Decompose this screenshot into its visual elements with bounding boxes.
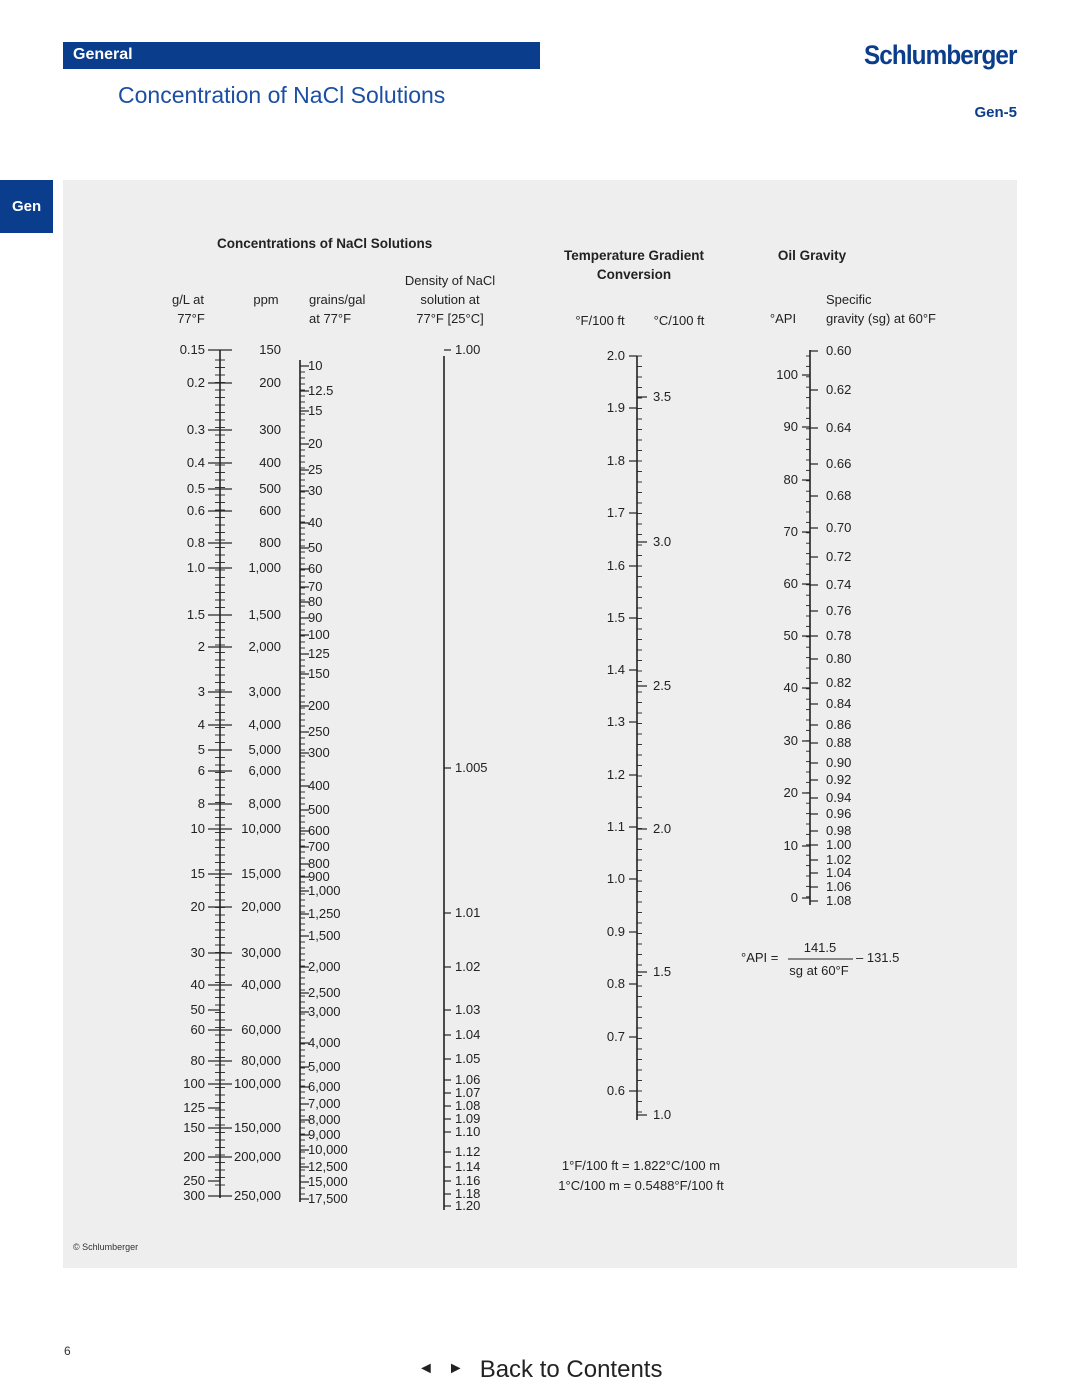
sg-label: 0.70 [826,520,852,535]
oil-chart-title: Oil Gravity [777,248,847,263]
api-label: 20 [783,785,798,800]
ppm-label: 150 [259,342,281,357]
sg-label: 0.64 [826,420,852,435]
gpg-label: 4,000 [308,1035,341,1050]
temp-conversion-note: 1°F/100 ft = 1.822°C/100 m [561,1158,721,1173]
gpg-label: 80 [308,594,323,609]
copyright: © Schlumberger [73,1242,139,1252]
sg-label: 0.88 [826,735,852,750]
density-column-header: 77°F [25°C] [416,311,484,326]
tempf-label: 1.8 [606,453,625,468]
gpg-label: 600 [308,823,330,838]
tempf-label: 1.3 [606,714,625,729]
gl-label: 40 [190,977,205,992]
tempc-label: 3.5 [653,389,672,404]
sg-label: 0.72 [826,549,852,564]
tempf-label: 1.6 [606,558,625,573]
section-header-bar [63,42,540,69]
ppm-label: 6,000 [248,763,281,778]
ppm-label: 5,000 [248,742,281,757]
api-label: 100 [776,367,798,382]
density-label: 1.16 [455,1173,481,1188]
ppm-label: 3,000 [248,684,281,699]
gl-label: 20 [190,899,205,914]
temp-chart-title: Temperature Gradient [563,248,705,263]
gl-label: 30 [190,945,205,960]
sg-label: 0.90 [826,755,852,770]
density-label: 1.06 [455,1072,481,1087]
density-column-header: Density of NaCl [404,273,496,288]
density-label: 1.02 [455,959,481,974]
gl-label: 60 [190,1022,205,1037]
sg-label: 0.86 [826,717,852,732]
density-column-header: solution at [420,292,480,307]
sg-column-header: gravity (sg) at 60°F [826,311,936,326]
sg-label: 1.02 [826,852,852,867]
gl-label: 1.0 [186,560,205,575]
api-label: 50 [783,628,798,643]
tempf-label: 0.7 [606,1029,625,1044]
tempf-label: 1.7 [606,505,625,520]
tempc-label: 2.5 [653,678,672,693]
gl-label: 125 [183,1100,205,1115]
density-label: 1.07 [455,1085,481,1100]
gpg-label: 8,000 [308,1112,341,1127]
gpg-label: 100 [308,627,330,642]
density-label: 1.05 [455,1051,481,1066]
gpg-label: 2,500 [308,985,341,1000]
tempf-label: 1.9 [606,400,625,415]
temp-chart-title: Conversion [596,267,672,282]
api-label: 0 [790,890,798,905]
gpg-label: 2,000 [308,959,341,974]
ppm-label: 100,000 [234,1076,281,1091]
gl-label: 250 [183,1173,205,1188]
gl-label: 10 [190,821,205,836]
gpg-label: 10,000 [308,1142,348,1157]
side-tab-gen[interactable] [0,180,53,233]
gpg-label: 40 [308,515,323,530]
sg-label: 0.84 [826,696,852,711]
density-label: 1.03 [455,1002,481,1017]
gpg-label: 25 [308,462,323,477]
ppm-label: 1,500 [248,607,281,622]
ppm-label: 2,000 [248,639,281,654]
gl-column-header: g/L at [171,292,205,307]
sg-label: 0.96 [826,806,852,821]
ppm-label: 4,000 [248,717,281,732]
gpg-column-header: grains/gal [309,292,366,307]
side-tab-label: Gen [12,198,42,215]
ppm-label: 8,000 [248,796,281,811]
sg-label: 0.98 [826,823,852,838]
gpg-label: 3,000 [308,1004,341,1019]
tempf-label: 0.8 [606,976,625,991]
sg-label: 0.66 [826,456,852,471]
gl-label: 0.6 [186,503,205,518]
gpg-label: 500 [308,802,330,817]
gl-label: 300 [183,1188,205,1203]
api-formula-numerator: 141.5 [803,940,837,955]
ppm-label: 20,000 [241,899,281,914]
gpg-label: 30 [308,483,323,498]
gpg-label: 800 [308,856,330,871]
gl-label: 0.5 [186,481,205,496]
gpg-label: 12.5 [308,383,334,398]
api-label: 60 [783,576,798,591]
sg-label: 0.78 [826,628,852,643]
back-to-contents-link[interactable]: Back to Contents [479,1356,663,1383]
sg-label: 0.76 [826,603,852,618]
nomogram-panel [63,180,1017,1268]
sg-label: 1.08 [826,893,852,908]
gpg-label: 12,500 [308,1159,348,1174]
tempc-label: 1.5 [653,964,672,979]
gpg-label: 700 [308,839,330,854]
density-label: 1.005 [455,760,488,775]
gpg-label: 1,000 [308,883,341,898]
gl-label: 200 [183,1149,205,1164]
sg-label: 0.80 [826,651,852,666]
density-label: 1.00 [455,342,481,357]
section-label: General [73,46,133,63]
gl-label: 2 [197,639,205,654]
ppm-label: 150,000 [234,1120,281,1135]
gpg-label: 7,000 [308,1096,341,1111]
gpg-label: 20 [308,436,323,451]
tempf-label: 1.4 [606,662,625,677]
gpg-label: 15 [308,403,323,418]
gpg-column-header: at 77°F [309,311,352,326]
density-label: 1.10 [455,1124,481,1139]
gpg-label: 60 [308,561,323,576]
density-label: 1.18 [455,1186,481,1201]
gl-label: 100 [183,1076,205,1091]
tempf-label: 1.2 [606,767,625,782]
ppm-label: 200 [259,375,281,390]
ppm-label: 30,000 [241,945,281,960]
api-label: 80 [783,472,798,487]
tempf-label: 1.0 [606,871,625,886]
ppm-label: 600 [259,503,281,518]
api-formula-denominator: sg at 60°F [789,963,849,978]
ppm-column-header: ppm [253,292,279,307]
gpg-label: 1,500 [308,928,341,943]
ppm-label: 10,000 [241,821,281,836]
ppm-label: 400 [259,455,281,470]
temp-conversion-note: 1°C/100 m = 0.5488°F/100 ft [558,1178,724,1193]
ppm-label: 500 [259,481,281,496]
gpg-label: 900 [308,869,330,884]
page-number: 6 [64,1344,71,1358]
gl-label: 15 [190,866,205,881]
density-label: 1.08 [455,1098,481,1113]
gl-label: 50 [190,1002,205,1017]
sg-label: 0.68 [826,488,852,503]
gl-label: 150 [183,1120,205,1135]
api-formula-lhs: °API = [741,950,779,965]
next-arrow-icon[interactable]: ► [447,1359,464,1377]
page-title: Concentration of NaCl Solutions [118,82,446,108]
gpg-label: 125 [308,646,330,661]
gl-label: 80 [190,1053,205,1068]
gl-label: 0.8 [186,535,205,550]
density-label: 1.12 [455,1144,481,1159]
gpg-label: 17,500 [308,1191,348,1206]
gpg-label: 1,250 [308,906,341,921]
sg-label: 1.06 [826,879,852,894]
page-code: Gen-5 [974,104,1017,121]
tempf-label: 0.9 [606,924,625,939]
sg-label: 1.00 [826,837,852,852]
tempf-label: 1.1 [606,819,625,834]
gl-label: 0.3 [186,422,205,437]
api-label: 40 [783,680,798,695]
gl-label: 3 [197,684,205,699]
gpg-label: 70 [308,579,323,594]
tempf-column-header: °F/100 ft [575,313,625,328]
ppm-label: 800 [259,535,281,550]
ppm-label: 40,000 [241,977,281,992]
tempf-label: 1.5 [606,610,625,625]
api-label: 70 [783,524,798,539]
gl-label: 5 [197,742,205,757]
ppm-label: 300 [259,422,281,437]
ppm-label: 200,000 [234,1149,281,1164]
tempc-label: 3.0 [653,534,672,549]
ppm-label: 250,000 [234,1188,281,1203]
gl-label: 6 [197,763,205,778]
density-label: 1.14 [455,1159,481,1174]
ppm-label: 15,000 [241,866,281,881]
sg-label: 0.74 [826,577,852,592]
sg-label: 0.92 [826,772,852,787]
sg-column-header: Specific [826,292,872,307]
ppm-label: 1,000 [248,560,281,575]
gpg-label: 90 [308,610,323,625]
gl-label: 0.15 [179,342,205,357]
gpg-label: 10 [308,358,323,373]
gl-label: 0.2 [186,375,205,390]
gpg-label: 150 [308,666,330,681]
ppm-label: 60,000 [241,1022,281,1037]
gl-label: 0.4 [186,455,205,470]
sg-label: 0.60 [826,343,852,358]
api-column-header: °API [769,311,797,326]
nav-bar [418,1356,662,1384]
sg-label: 0.94 [826,790,852,805]
gpg-label: 6,000 [308,1079,341,1094]
gpg-label: 400 [308,778,330,793]
ppm-label: 80,000 [241,1053,281,1068]
tempc-label: 2.0 [653,821,672,836]
api-label: 30 [783,733,798,748]
tempf-label: 2.0 [606,348,625,363]
prev-arrow-icon[interactable]: ◄ [418,1359,434,1377]
tempc-label: 1.0 [653,1107,672,1122]
tempf-label: 0.6 [606,1083,625,1098]
nacl-chart-title: Concentrations of NaCl Solutions [217,236,433,251]
gpg-label: 200 [308,698,330,713]
gpg-label: 250 [308,724,330,739]
gpg-label: 5,000 [308,1059,341,1074]
gl-column-header: 77°F [177,311,205,326]
api-label: 10 [783,838,798,853]
gl-label: 4 [197,717,205,732]
density-label: 1.09 [455,1111,481,1126]
sg-label: 0.82 [826,675,852,690]
tempc-column-header: °C/100 ft [653,313,705,328]
brand-logo: Schlumberger [864,40,1017,70]
density-label: 1.04 [455,1027,481,1042]
gl-label: 1.5 [186,607,205,622]
gpg-label: 9,000 [308,1127,341,1142]
api-label: 90 [783,419,798,434]
gpg-label: 15,000 [308,1174,348,1189]
api-formula-tail: – 131.5 [856,950,900,965]
gpg-label: 300 [308,745,330,760]
gl-label: 8 [197,796,205,811]
sg-label: 0.62 [826,382,852,397]
nomogram [63,180,1017,1268]
gpg-label: 50 [308,540,323,555]
density-label: 1.20 [455,1198,481,1213]
density-label: 1.01 [455,905,481,920]
sg-label: 1.04 [826,865,852,880]
